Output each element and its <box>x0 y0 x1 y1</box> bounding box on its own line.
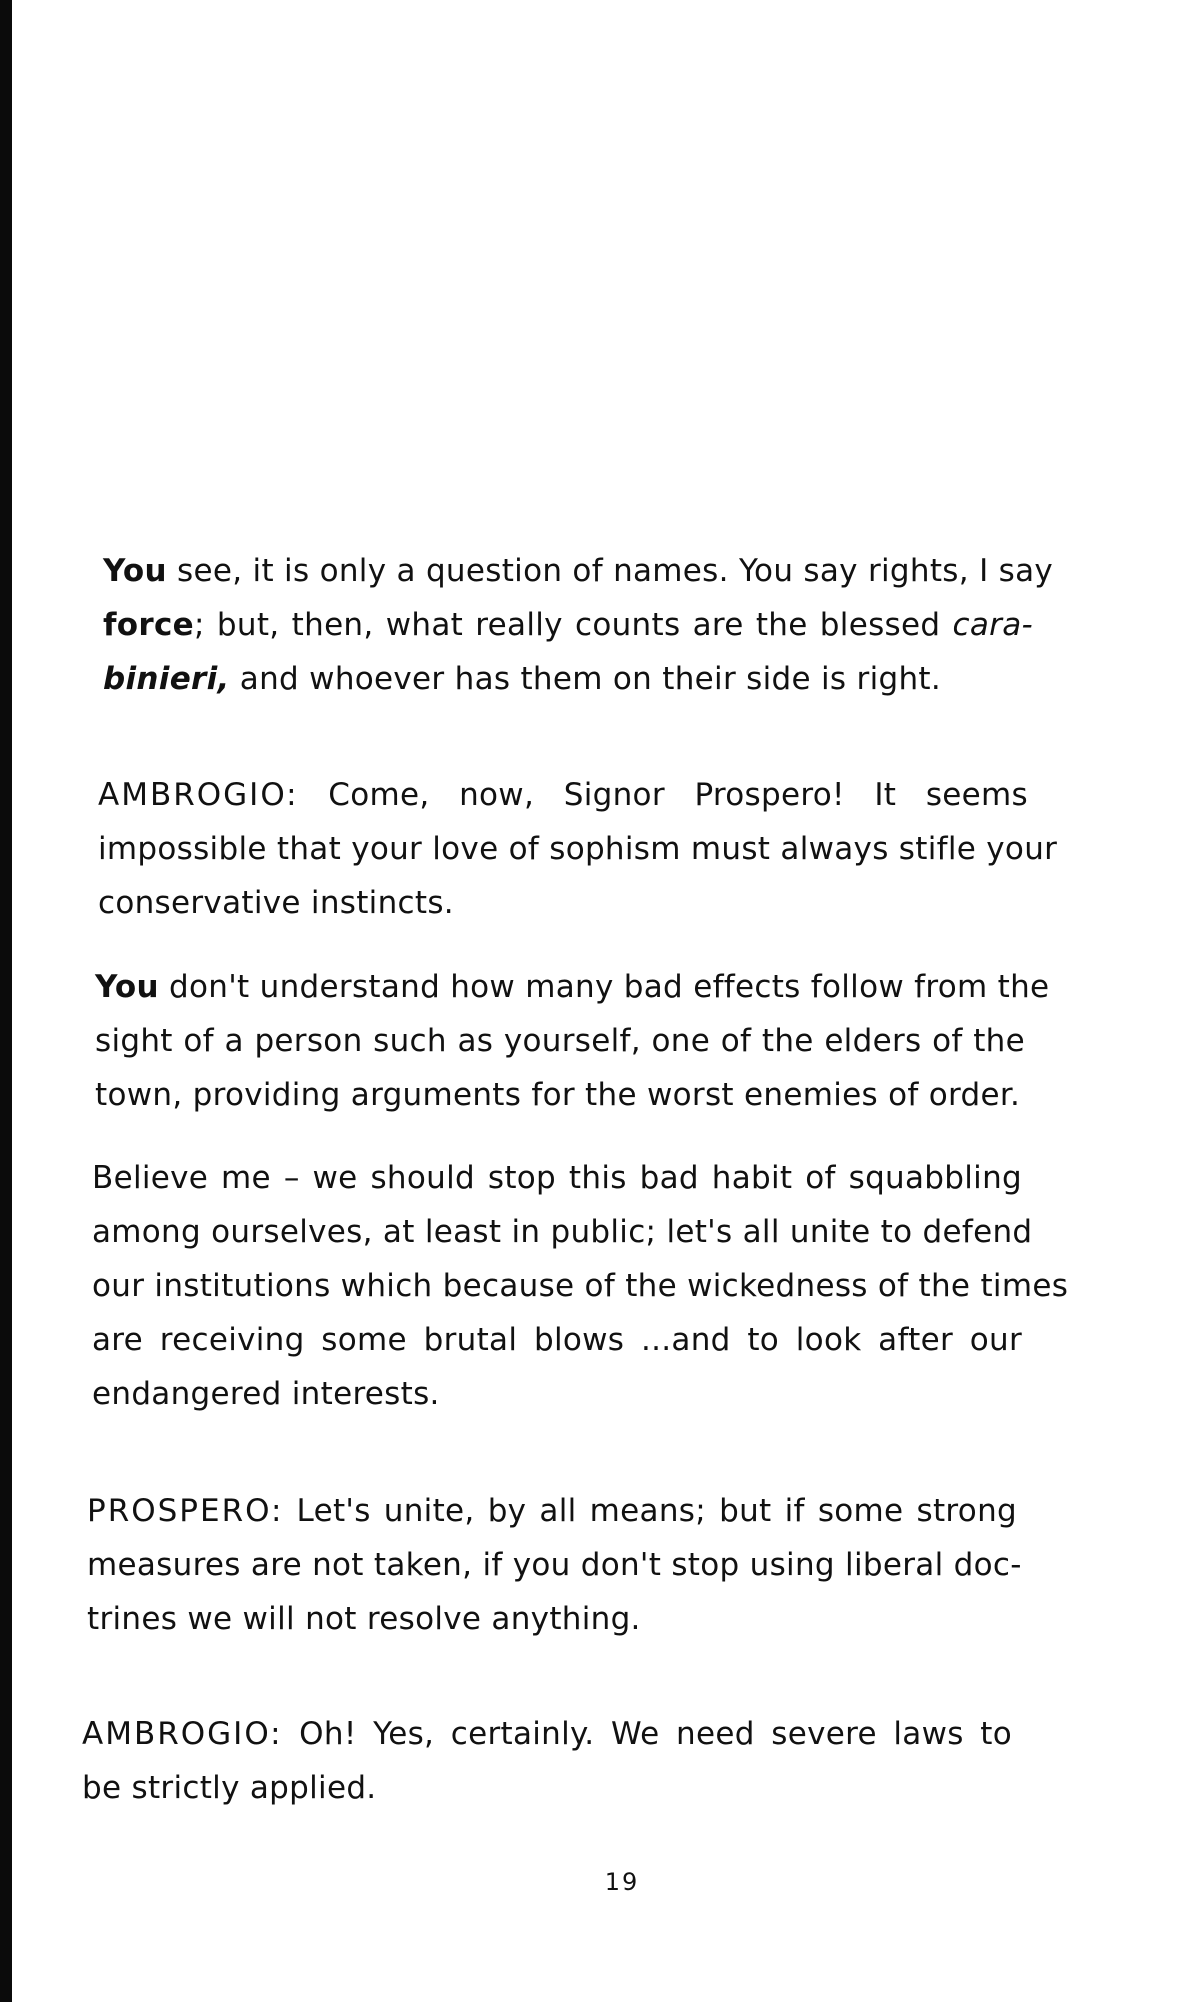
paragraph-line: binieri, and whoever has them on their side is right. <box>103 661 942 697</box>
paragraph-3 <box>95 960 1050 1122</box>
paragraph-line: impossible that your love of sophism must always stifle your <box>98 831 1058 867</box>
paragraph-line: town, providing arguments for the worst enemies of order. <box>95 1077 1021 1113</box>
paragraph-2 <box>98 768 1058 930</box>
paragraph-line: Believe me – we should stop this bad habit of squabbling <box>92 1160 1022 1196</box>
binding-edge <box>0 0 12 2002</box>
speaker-name: AMBROGIO: <box>98 777 299 813</box>
paragraph-line: You see, it is only a question of names. You say rights, I say <box>103 553 1054 589</box>
paragraph-line: are receiving some brutal blows ...and to look after our <box>92 1322 1022 1358</box>
page-number: 19 <box>604 1868 640 1896</box>
paragraph-line: AMBROGIO: Come, now, Signor Prospero! It seems <box>98 777 1028 813</box>
paragraph-line: sight of a person such as yourself, one of the elders of the <box>95 1023 1025 1059</box>
paragraph-5 <box>87 1484 1022 1646</box>
paragraph-line: PROSPERO: Let's unite, by all means; but if some strong <box>87 1493 1017 1529</box>
paragraph-6 <box>82 1707 1012 1815</box>
paragraph-line: AMBROGIO: Oh! Yes, certainly. We need severe laws to <box>82 1716 1012 1752</box>
speaker-name: PROSPERO: <box>87 1493 284 1529</box>
paragraph-line: trines we will not resolve anything. <box>87 1601 641 1637</box>
paragraph-line: be strictly applied. <box>82 1770 377 1806</box>
paragraph-line: You don't understand how many bad effects follow from the <box>95 969 1050 1005</box>
paragraph-4 <box>92 1151 1069 1421</box>
paragraph-line: our institutions which because of the wickedness of the times <box>92 1268 1069 1304</box>
speaker-name: AMBROGIO: <box>82 1716 283 1752</box>
paragraph-line: measures are not taken, if you don't stop using liberal doc- <box>87 1547 1022 1583</box>
paragraph-1 <box>103 544 1054 706</box>
paragraph-line: among ourselves, at least in public; let's all unite to defend <box>92 1214 1033 1250</box>
paragraph-line: endangered interests. <box>92 1376 440 1412</box>
paragraph-line: force; but, then, what really counts are the blessed cara- <box>103 607 1033 643</box>
paragraph-line: conservative instincts. <box>98 885 454 921</box>
